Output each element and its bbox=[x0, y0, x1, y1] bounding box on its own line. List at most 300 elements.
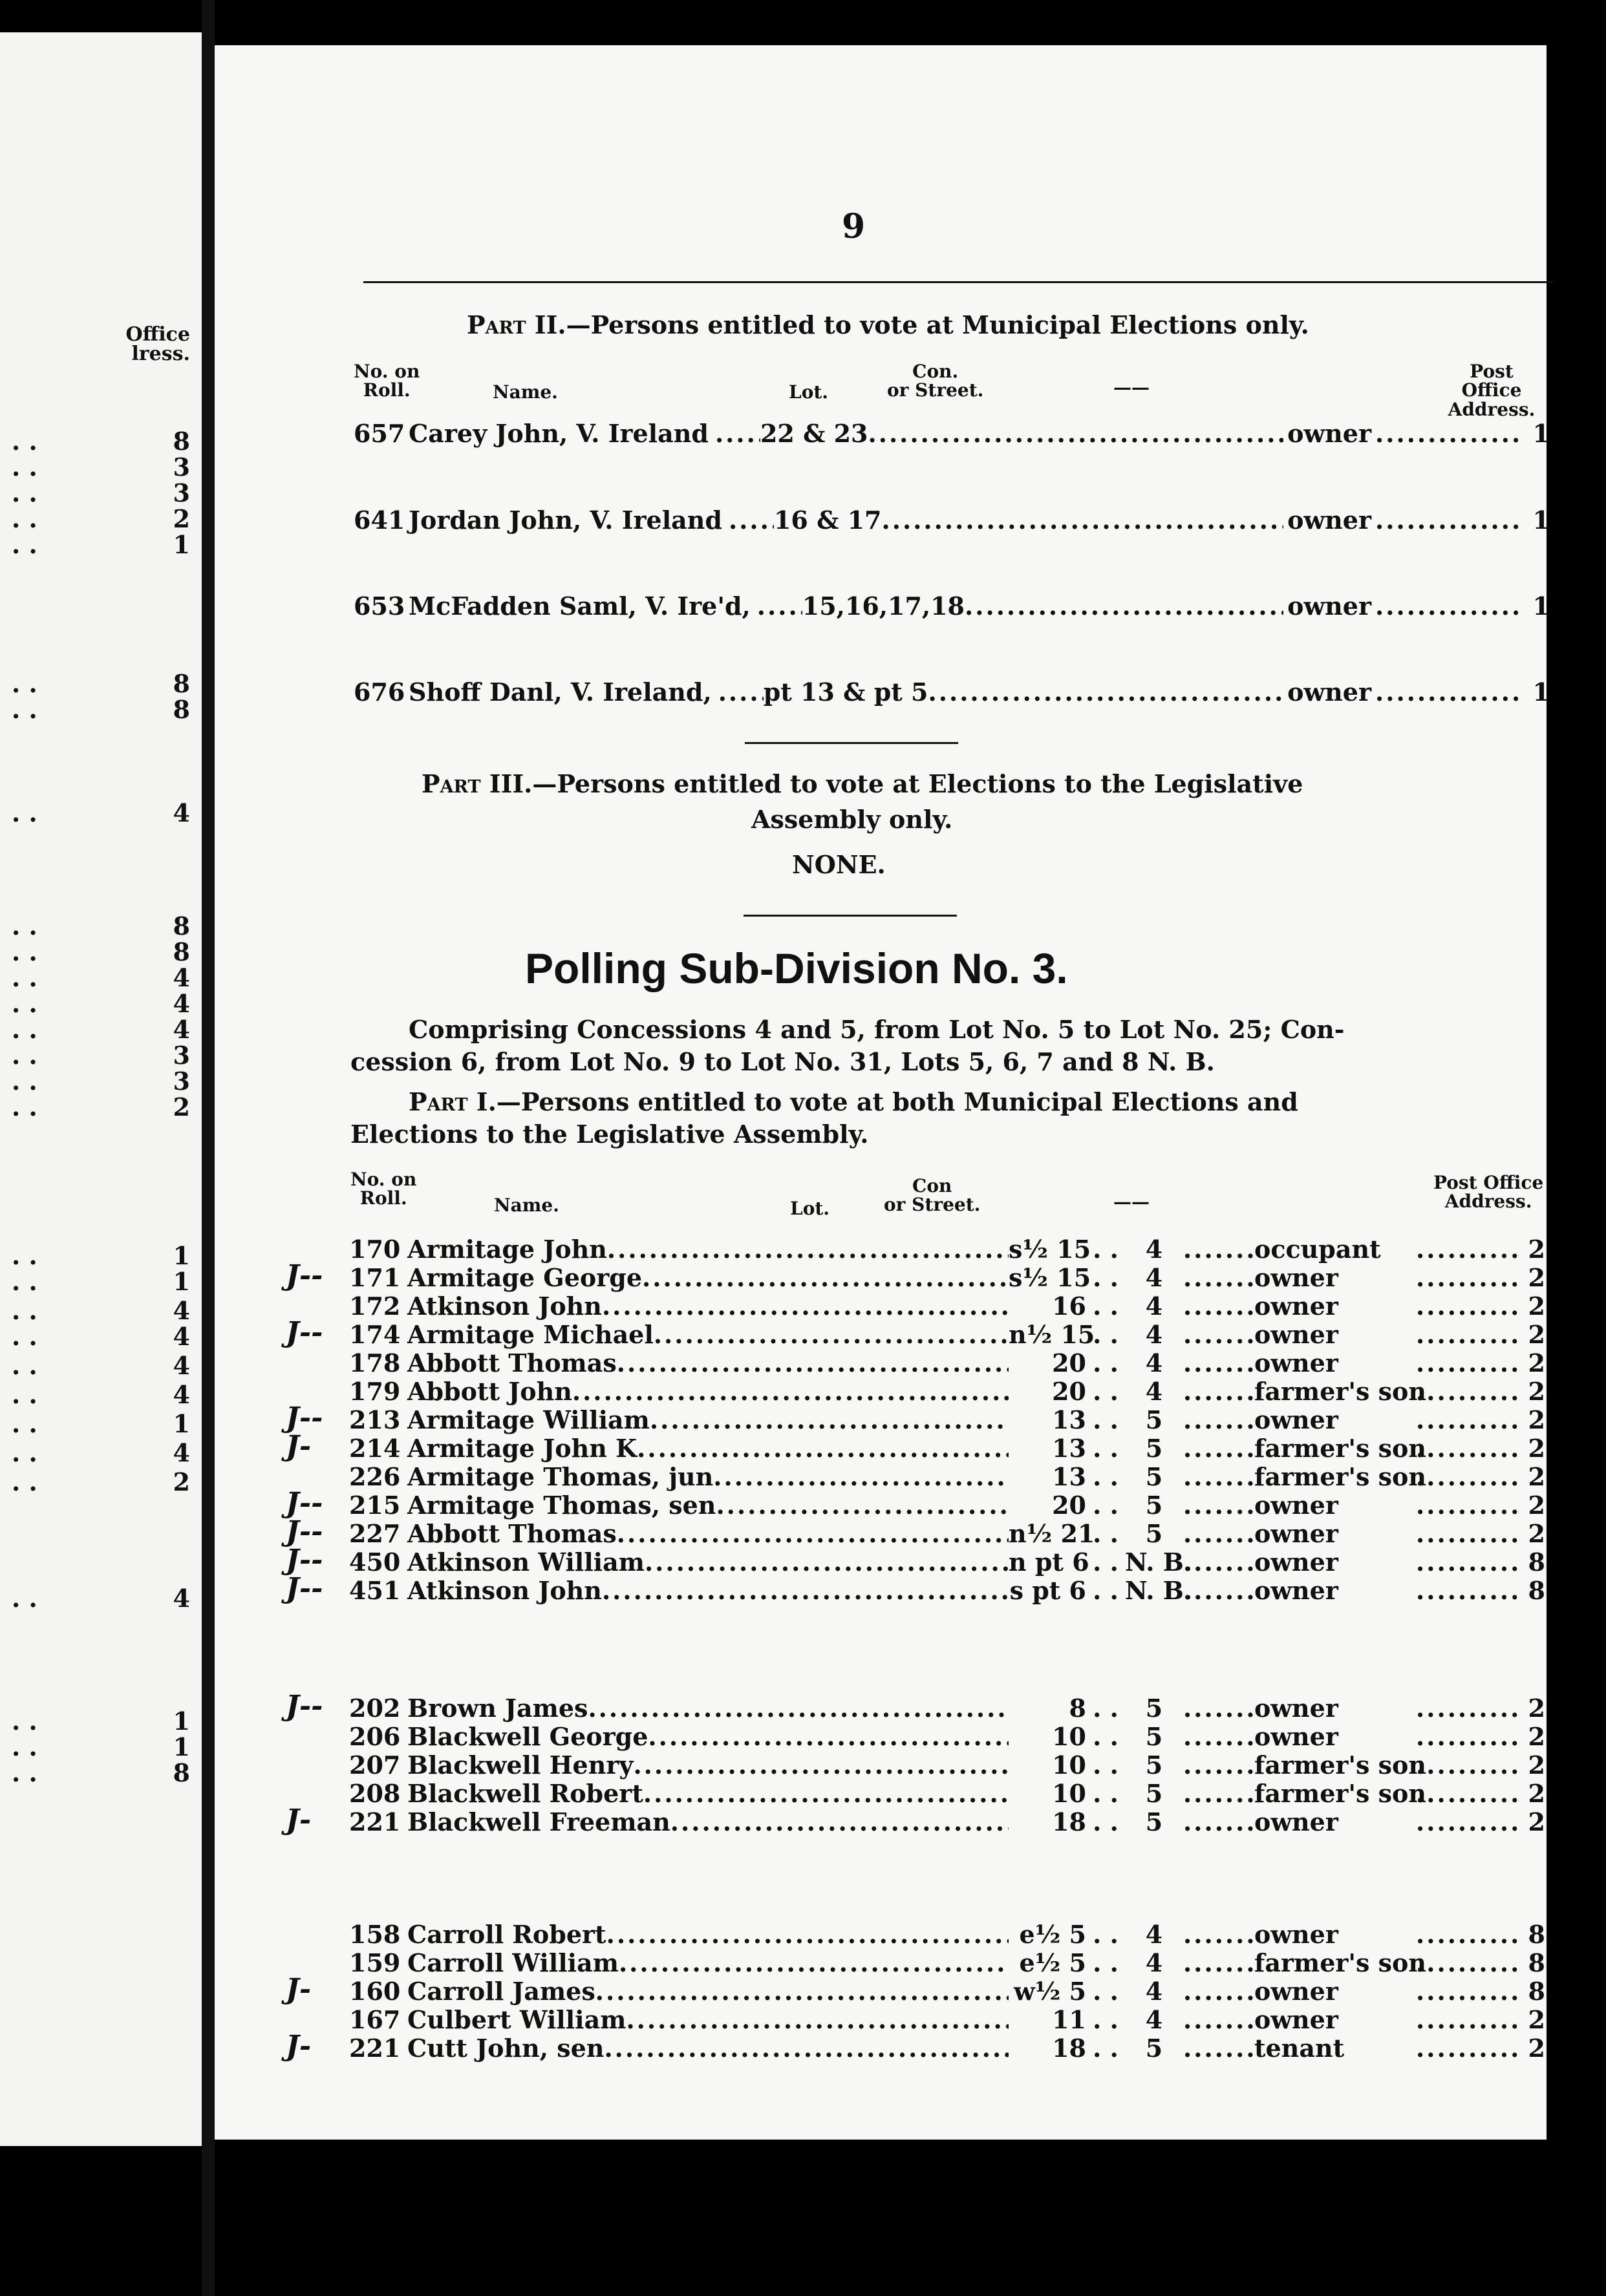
status-value: farmer's son bbox=[1254, 1948, 1427, 1977]
lot-value: 10 bbox=[1052, 1750, 1086, 1780]
left-value: 8 bbox=[173, 937, 190, 966]
leader-dots bbox=[1183, 1348, 1254, 1377]
leader-dots: . . bbox=[1093, 1576, 1119, 1605]
address-value: 2 bbox=[1528, 1491, 1545, 1520]
leader-dots bbox=[1183, 1779, 1254, 1808]
address-value: 2 bbox=[1528, 1779, 1545, 1808]
voter-row bbox=[349, 1491, 1545, 1520]
voter-name: Armitage Thomas, jun bbox=[407, 1462, 714, 1491]
part3-separator bbox=[744, 915, 957, 917]
lot-value: n½ 15 bbox=[1009, 1320, 1095, 1349]
status-value: owner bbox=[1254, 1348, 1338, 1377]
left-value: 4 bbox=[173, 1584, 190, 1613]
leader-dots bbox=[1183, 1462, 1254, 1491]
left-header-line1: Office bbox=[125, 323, 190, 346]
left-value-leader: . . bbox=[12, 1351, 37, 1380]
leader-dots bbox=[572, 1377, 1009, 1406]
leader-dots: . . bbox=[1093, 1977, 1119, 2006]
leader-dots bbox=[1416, 1491, 1519, 1520]
leader-dots bbox=[1416, 1920, 1519, 1949]
address-value: 2 bbox=[1528, 1292, 1545, 1321]
lot-value: 13 bbox=[1052, 1462, 1086, 1491]
leader-dots bbox=[1183, 1694, 1254, 1723]
part2-row bbox=[354, 677, 1550, 707]
lot-value: 18 bbox=[1052, 2034, 1086, 2063]
address-value: 8 bbox=[1528, 1920, 1545, 1949]
leader-dots bbox=[595, 1977, 1009, 2006]
leader-dots bbox=[1183, 1377, 1254, 1406]
roll-number: 202 bbox=[349, 1694, 401, 1723]
status-value: owner bbox=[1254, 1694, 1338, 1723]
con-value: 4 bbox=[1145, 1263, 1163, 1292]
roll-number: 167 bbox=[349, 2005, 401, 2034]
address-value: 8 bbox=[1528, 1576, 1545, 1605]
leader-dots: . . bbox=[1093, 1779, 1119, 1808]
leader-dots: . . bbox=[1093, 1292, 1119, 1321]
margin-mark: J- bbox=[286, 1803, 312, 1836]
voter-row bbox=[349, 1434, 1545, 1463]
part1-col-name: Name. bbox=[494, 1195, 559, 1216]
leader-dots bbox=[1183, 1405, 1254, 1434]
lot-value: 13 bbox=[1052, 1405, 1086, 1434]
leader-dots bbox=[718, 677, 764, 707]
leader-dots bbox=[650, 1405, 1009, 1434]
leader-dots: . . bbox=[1093, 1722, 1119, 1751]
leader-dots: . . bbox=[1093, 1807, 1119, 1836]
margin-mark: J-- bbox=[286, 1572, 323, 1605]
leader-dots bbox=[626, 2005, 1009, 2034]
leader-dots bbox=[1416, 1779, 1519, 1808]
part1-title-lead: Part I. bbox=[409, 1087, 497, 1116]
comprising-line1: Comprising Concessions 4 and 5, from Lot No. 5 to Lot No. 25; Con- bbox=[409, 1015, 1345, 1044]
part1-col-no-line1: No. on bbox=[350, 1169, 417, 1190]
part1-col-addr-line1: Post Office bbox=[1433, 1172, 1544, 1193]
left-value: 1 bbox=[173, 1706, 190, 1736]
voter-name: Carey John, V. Ireland bbox=[409, 419, 709, 448]
lot-value: 11 bbox=[1052, 2005, 1086, 2034]
voter-name: McFadden Saml, V. Ire'd, bbox=[409, 591, 751, 621]
voter-name: Carroll James bbox=[407, 1977, 595, 2006]
left-value-row bbox=[12, 963, 190, 992]
leader-dots bbox=[1416, 2005, 1519, 2034]
part1-col-addr-line2: Address. bbox=[1444, 1191, 1532, 1213]
voter-row bbox=[349, 1348, 1545, 1377]
left-value: 2 bbox=[173, 1092, 190, 1121]
lot-value: 10 bbox=[1052, 1779, 1086, 1808]
voter-row bbox=[349, 1292, 1545, 1321]
left-value-leader: . . bbox=[12, 1732, 37, 1761]
left-value-leader: . . bbox=[12, 530, 37, 559]
leader-dots bbox=[1416, 1722, 1519, 1751]
roll-number: 207 bbox=[349, 1750, 401, 1780]
leader-dots bbox=[868, 419, 1283, 448]
part1-col-lot: Lot. bbox=[790, 1198, 830, 1219]
roll-number: 179 bbox=[349, 1377, 401, 1406]
leader-dots bbox=[1416, 1807, 1519, 1836]
leader-dots: . . bbox=[1093, 1519, 1119, 1548]
voter-row bbox=[349, 1462, 1545, 1491]
voter-row bbox=[349, 1807, 1545, 1836]
leader-dots bbox=[1375, 505, 1524, 535]
left-value-leader: . . bbox=[12, 798, 37, 827]
subdivision-heading: Polling Sub-Division No. 3. bbox=[525, 944, 1068, 992]
leader-dots bbox=[633, 1750, 1009, 1780]
leader-dots bbox=[1375, 419, 1524, 448]
left-value-leader: . . bbox=[12, 1706, 37, 1736]
left-value-leader: . . bbox=[12, 1438, 37, 1467]
status-value: farmer's son bbox=[1254, 1462, 1427, 1491]
voter-name: Armitage George bbox=[407, 1263, 643, 1292]
status-value: owner bbox=[1287, 505, 1371, 535]
left-value-leader: . . bbox=[12, 1584, 37, 1613]
left-value: 8 bbox=[173, 911, 190, 941]
lot-value: s pt 6 bbox=[1009, 1576, 1086, 1605]
left-value: 1 bbox=[173, 1241, 190, 1270]
margin-mark: J- bbox=[286, 1430, 312, 1463]
left-value-leader: . . bbox=[12, 1409, 37, 1438]
status-value: owner bbox=[1254, 1547, 1338, 1577]
voter-name: Carroll Robert bbox=[407, 1920, 606, 1949]
con-value: 5 bbox=[1145, 2034, 1163, 2063]
address-value: 2 bbox=[1528, 1694, 1545, 1723]
voter-name: Jordan John, V. Ireland bbox=[409, 505, 722, 535]
left-value-row bbox=[12, 1351, 190, 1380]
leader-dots: . . bbox=[1093, 2034, 1119, 2063]
lot-value: s½ 15 bbox=[1009, 1263, 1091, 1292]
voter-row bbox=[349, 1320, 1545, 1349]
left-value: 3 bbox=[173, 452, 190, 482]
voter-name: Armitage Thomas, sen bbox=[407, 1491, 716, 1520]
lot-value: 15,16,17,18 bbox=[802, 591, 965, 621]
roll-number: 451 bbox=[349, 1576, 401, 1605]
part1-col-no bbox=[350, 1170, 416, 1208]
status-value: owner bbox=[1254, 1722, 1338, 1751]
status-value: owner bbox=[1287, 591, 1371, 621]
leader-dots bbox=[1416, 1750, 1519, 1780]
leader-dots bbox=[713, 1462, 1009, 1491]
voter-name: Culbert William bbox=[407, 2005, 626, 2034]
main-page bbox=[215, 45, 1550, 2140]
con-value: 5 bbox=[1145, 1491, 1163, 1520]
lot-value: 20 bbox=[1052, 1348, 1086, 1377]
margin-mark: J- bbox=[286, 2030, 312, 2063]
left-value-row bbox=[12, 1322, 190, 1351]
voter-name: Brown James bbox=[407, 1694, 588, 1723]
left-value-row bbox=[12, 1584, 190, 1613]
leader-dots: . . bbox=[1093, 1320, 1119, 1349]
leader-dots bbox=[1183, 1263, 1254, 1292]
left-header-line2: lress. bbox=[131, 343, 190, 365]
leader-dots bbox=[1183, 1519, 1254, 1548]
voter-name: Atkinson John bbox=[407, 1292, 602, 1321]
leader-dots bbox=[1375, 677, 1524, 707]
leader-dots bbox=[757, 591, 802, 621]
comprising-line2: cession 6, from Lot No. 9 to Lot No. 31, Lots 5, 6, 7 and 8 N. B. bbox=[350, 1047, 1215, 1076]
lot-value: 16 & 17 bbox=[773, 505, 882, 535]
leader-dots bbox=[715, 419, 760, 448]
status-value: owner bbox=[1254, 1519, 1338, 1548]
voter-row bbox=[349, 1377, 1545, 1406]
address-value: 2 bbox=[1528, 2034, 1545, 2063]
left-value-row bbox=[12, 478, 190, 507]
leader-dots bbox=[1416, 1434, 1519, 1463]
margin-mark: J-- bbox=[286, 1259, 323, 1292]
lot-value: 20 bbox=[1052, 1491, 1086, 1520]
voter-name: Blackwell George bbox=[407, 1722, 648, 1751]
voter-row bbox=[349, 1722, 1545, 1751]
part2-col-con bbox=[887, 362, 983, 400]
left-value-leader: . . bbox=[12, 963, 37, 992]
roll-number: 657 bbox=[354, 419, 405, 448]
leader-dots bbox=[729, 505, 774, 535]
lot-value: e½ 5 bbox=[1019, 1948, 1086, 1977]
leader-dots bbox=[1416, 1519, 1519, 1548]
con-value: 5 bbox=[1145, 1519, 1163, 1548]
con-value: 5 bbox=[1145, 1462, 1163, 1491]
left-value-row bbox=[12, 1438, 190, 1467]
left-value-leader: . . bbox=[12, 504, 37, 533]
page-number: 9 bbox=[842, 207, 866, 246]
left-value: 4 bbox=[173, 1296, 190, 1325]
left-value: 8 bbox=[173, 695, 190, 724]
voter-name: Shoff Danl, V. Ireland, bbox=[409, 677, 712, 707]
part2-title-lead: Part II. bbox=[467, 310, 566, 339]
leader-dots bbox=[1416, 2034, 1519, 2063]
lot-value: 10 bbox=[1052, 1722, 1086, 1751]
address-value: 1 bbox=[1532, 419, 1550, 448]
roll-number: 178 bbox=[349, 1348, 401, 1377]
status-value: owner bbox=[1254, 1263, 1338, 1292]
con-value: 5 bbox=[1145, 1694, 1163, 1723]
address-value: 2 bbox=[1528, 1434, 1545, 1463]
voter-name: Abbott John bbox=[407, 1377, 572, 1406]
left-value: 4 bbox=[173, 1015, 190, 1044]
leader-dots: . . bbox=[1093, 1434, 1119, 1463]
roll-number: 159 bbox=[349, 1948, 401, 1977]
leader-dots bbox=[716, 1491, 1009, 1520]
leader-dots bbox=[1416, 1977, 1519, 2006]
status-value: owner bbox=[1254, 2005, 1338, 2034]
voter-row bbox=[349, 1694, 1545, 1723]
part1-title-line2: Elections to the Legislative Assembly. bbox=[350, 1120, 869, 1149]
part1-col-con-line2: or Street. bbox=[884, 1194, 981, 1216]
status-value: owner bbox=[1254, 1920, 1338, 1949]
con-value: 4 bbox=[1145, 1920, 1163, 1949]
leader-dots bbox=[606, 1920, 1009, 1949]
left-value-leader: . . bbox=[12, 1092, 37, 1121]
lot-value: n½ 21 bbox=[1009, 1519, 1095, 1548]
part2-col-dash: —— bbox=[1113, 377, 1150, 398]
left-value: 4 bbox=[173, 798, 190, 827]
voter-row bbox=[349, 1547, 1545, 1577]
status-value: owner bbox=[1287, 419, 1371, 448]
address-value: 2 bbox=[1528, 1263, 1545, 1292]
part1-col-dash: —— bbox=[1113, 1191, 1150, 1213]
con-value: 5 bbox=[1145, 1750, 1163, 1780]
voter-name: Abbott Thomas bbox=[407, 1519, 617, 1548]
part2-title bbox=[467, 310, 1309, 339]
part2-col-name: Name. bbox=[493, 381, 558, 403]
left-value-row bbox=[12, 911, 190, 941]
part1-col-con bbox=[884, 1176, 980, 1215]
leader-dots bbox=[928, 677, 1284, 707]
roll-number: 174 bbox=[349, 1320, 401, 1349]
left-value-row bbox=[12, 1241, 190, 1270]
left-value-row bbox=[12, 1041, 190, 1070]
leader-dots bbox=[882, 505, 1284, 535]
roll-number: 221 bbox=[349, 1807, 401, 1836]
con-value: 4 bbox=[1145, 1977, 1163, 2006]
part1-col-con-line1: Con bbox=[912, 1175, 952, 1196]
left-value-row bbox=[12, 1092, 190, 1121]
margin-mark: J- bbox=[286, 1973, 312, 2006]
left-value-leader: . . bbox=[12, 669, 37, 698]
con-value: 5 bbox=[1145, 1779, 1163, 1808]
leader-dots: . . bbox=[1093, 1263, 1119, 1292]
left-value-leader: . . bbox=[12, 1467, 37, 1496]
voter-row bbox=[349, 2005, 1545, 2034]
leader-dots: . . bbox=[1093, 1491, 1119, 1520]
left-value-row bbox=[12, 1296, 190, 1325]
leader-dots bbox=[1183, 1576, 1254, 1605]
voter-row bbox=[349, 2034, 1545, 2063]
voter-row bbox=[349, 1920, 1545, 1949]
address-value: 1 bbox=[1532, 505, 1550, 535]
left-value-leader: . . bbox=[12, 911, 37, 941]
con-value: 5 bbox=[1145, 1434, 1163, 1463]
leader-dots: . . bbox=[1093, 1750, 1119, 1780]
leader-dots bbox=[1183, 2034, 1254, 2063]
left-value-leader: . . bbox=[12, 427, 37, 456]
left-value-row bbox=[12, 937, 190, 966]
left-value: 4 bbox=[173, 1322, 190, 1351]
left-value-leader: . . bbox=[12, 1380, 37, 1409]
status-value: owner bbox=[1254, 1977, 1338, 2006]
margin-mark: J-- bbox=[286, 1316, 323, 1349]
margin-mark: J-- bbox=[286, 1515, 323, 1548]
leader-dots: . . bbox=[1093, 1348, 1119, 1377]
part1-title bbox=[409, 1087, 1298, 1116]
part2-col-addr bbox=[1437, 362, 1547, 419]
left-value-row bbox=[12, 1409, 190, 1438]
part2-row bbox=[354, 419, 1550, 448]
left-value-leader: . . bbox=[12, 478, 37, 507]
voter-name: Blackwell Henry bbox=[407, 1750, 634, 1780]
status-value: owner bbox=[1254, 1292, 1338, 1321]
status-value: owner bbox=[1254, 1576, 1338, 1605]
roll-number: 226 bbox=[349, 1462, 401, 1491]
left-value: 1 bbox=[173, 530, 190, 559]
leader-dots bbox=[1416, 1948, 1519, 1977]
address-value: 2 bbox=[1528, 1377, 1545, 1406]
leader-dots bbox=[588, 1694, 1009, 1723]
left-value-leader: . . bbox=[12, 1758, 37, 1787]
leader-dots bbox=[1416, 1462, 1519, 1491]
voter-name: Armitage Michael bbox=[407, 1320, 654, 1349]
leader-dots: . . bbox=[1093, 1948, 1119, 1977]
voter-row bbox=[349, 1519, 1545, 1548]
part2-col-con-line2: or Street. bbox=[887, 379, 984, 401]
left-value-leader: . . bbox=[12, 1322, 37, 1351]
leader-dots bbox=[965, 591, 1283, 621]
left-value: 1 bbox=[173, 1267, 190, 1296]
leader-dots bbox=[1183, 1434, 1254, 1463]
part2-col-addr-line1: Post Office bbox=[1461, 361, 1522, 401]
leader-dots bbox=[617, 1348, 1009, 1377]
left-value-leader: . . bbox=[12, 937, 37, 966]
leader-dots bbox=[1416, 1292, 1519, 1321]
leader-dots bbox=[1416, 1348, 1519, 1377]
lot-value: pt 13 & pt 5 bbox=[763, 677, 928, 707]
left-value: 1 bbox=[173, 1732, 190, 1761]
status-value: tenant bbox=[1254, 2034, 1345, 2063]
leader-dots bbox=[1183, 1320, 1254, 1349]
con-value: 5 bbox=[1145, 1722, 1163, 1751]
con-value: 5 bbox=[1145, 1807, 1163, 1836]
left-value-row bbox=[12, 695, 190, 724]
left-value: 8 bbox=[173, 1758, 190, 1787]
left-value: 2 bbox=[173, 1467, 190, 1496]
roll-number: 227 bbox=[349, 1519, 401, 1548]
status-value: farmer's son bbox=[1254, 1779, 1427, 1808]
con-value: 4 bbox=[1145, 1377, 1163, 1406]
voter-row bbox=[349, 1977, 1545, 2006]
left-value: 4 bbox=[173, 989, 190, 1018]
left-value-row bbox=[12, 1758, 190, 1787]
leader-dots bbox=[1416, 1263, 1519, 1292]
left-value-row bbox=[12, 1380, 190, 1409]
part3-title-rest: —Persons entitled to vote at Elections to the Legislative bbox=[532, 769, 1303, 798]
con-value: 4 bbox=[1145, 1292, 1163, 1321]
voter-name: Blackwell Freeman bbox=[407, 1807, 670, 1836]
leader-dots bbox=[617, 1519, 1009, 1548]
con-value: 4 bbox=[1145, 1235, 1163, 1264]
status-value: occupant bbox=[1254, 1235, 1381, 1264]
con-value: 4 bbox=[1145, 1320, 1163, 1349]
left-value: 4 bbox=[173, 1351, 190, 1380]
lot-value: s½ 15 bbox=[1009, 1235, 1091, 1264]
margin-mark: J-- bbox=[286, 1487, 323, 1520]
voter-row bbox=[349, 1750, 1545, 1780]
leader-dots bbox=[619, 1948, 1009, 1977]
voter-row bbox=[349, 1779, 1545, 1808]
leader-dots bbox=[1183, 1292, 1254, 1321]
leader-dots: . . bbox=[1093, 1377, 1119, 1406]
con-value: 5 bbox=[1145, 1405, 1163, 1434]
leader-dots: . . bbox=[1093, 1694, 1119, 1723]
voter-name: Armitage John bbox=[407, 1235, 607, 1264]
leader-dots bbox=[1416, 1320, 1519, 1349]
roll-number: 450 bbox=[349, 1547, 401, 1577]
part3-title bbox=[422, 769, 1303, 798]
con-value: 4 bbox=[1145, 1348, 1163, 1377]
leader-dots: . . bbox=[1093, 1462, 1119, 1491]
leader-dots bbox=[1183, 1235, 1254, 1264]
leader-dots bbox=[1416, 1547, 1519, 1577]
left-page-fragment bbox=[0, 32, 202, 2146]
left-value-row bbox=[12, 669, 190, 698]
part2-col-no-line2: Roll. bbox=[363, 379, 411, 401]
leader-dots bbox=[1416, 1405, 1519, 1434]
voter-name: Armitage John K bbox=[407, 1434, 637, 1463]
voter-row bbox=[349, 1405, 1545, 1434]
leader-dots bbox=[1183, 1491, 1254, 1520]
leader-dots bbox=[1183, 1920, 1254, 1949]
left-value: 3 bbox=[173, 478, 190, 507]
address-value: 2 bbox=[1528, 1750, 1545, 1780]
address-value: 2 bbox=[1528, 1235, 1545, 1264]
leader-dots bbox=[604, 2034, 1009, 2063]
